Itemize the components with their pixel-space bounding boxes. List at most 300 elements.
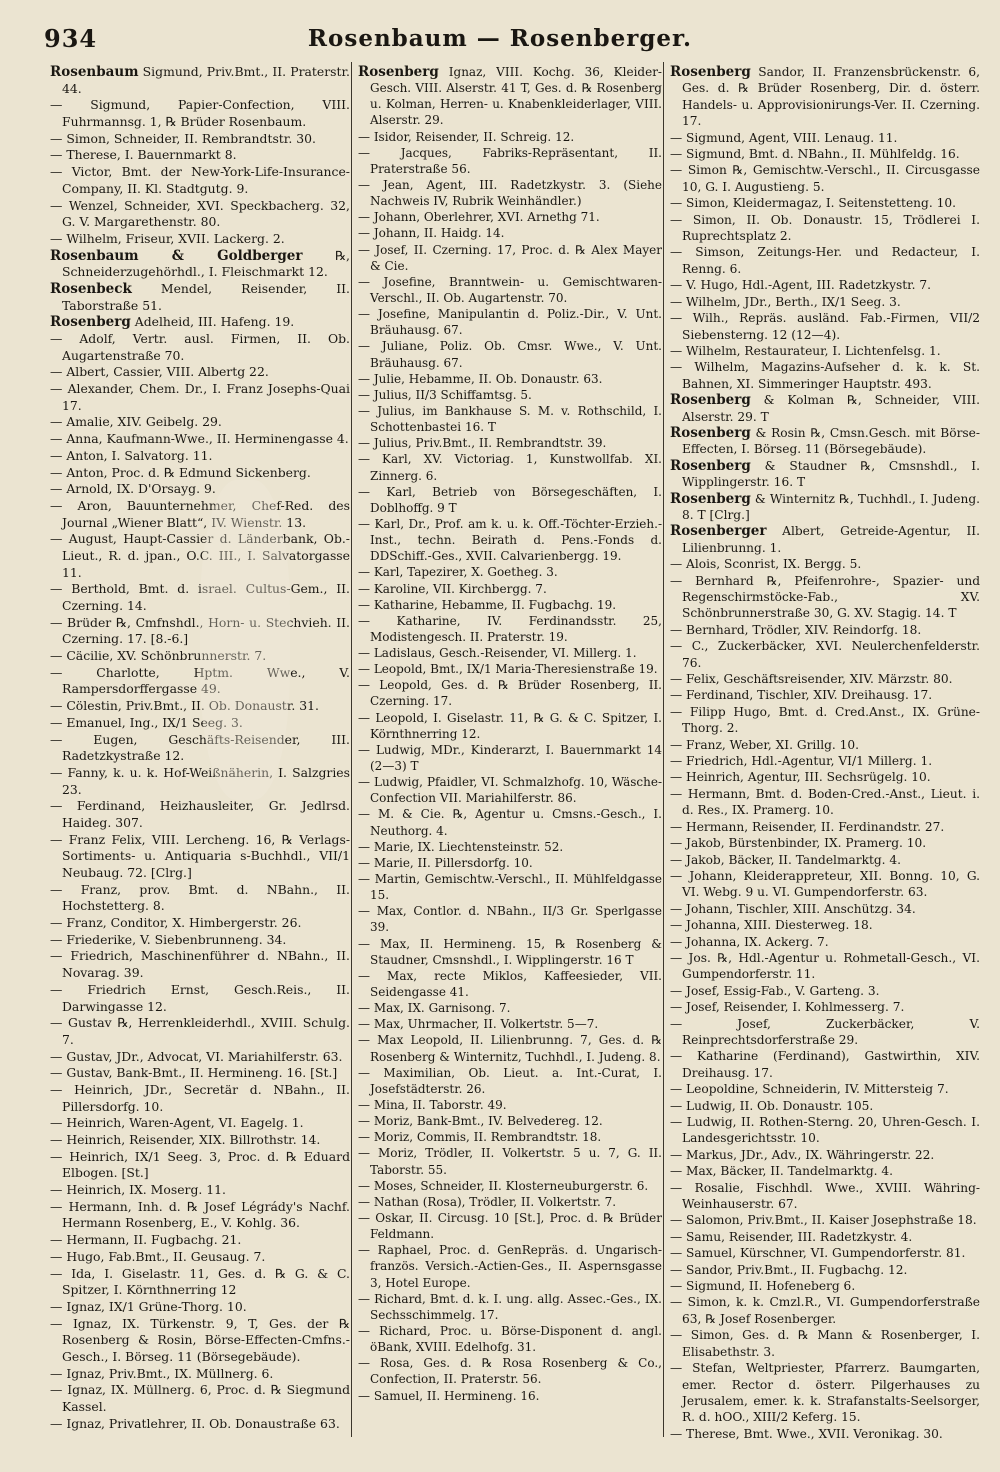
directory-entry: [50, 1366, 350, 1383]
entry-text: — Johann, Kleiderappreteur, XII. Bonng. 10, G. VI. Webg. 9 u. VI. Gumpendorferstr. 63.: [670, 868, 980, 900]
entry-text: — Heinrich, IX/1 Seeg. 3, Proc. d. ℞ Eduard Elbogen. [St.]: [50, 1148, 350, 1181]
directory-entry: [670, 638, 980, 671]
entry-text: — Jakob, Bäcker, II. Tandelmarktg. 4.: [670, 852, 902, 867]
directory-entry: [358, 806, 662, 838]
entry-text: — Hermann, Inh. d. ℞ Josef Légrády's Nachf. Hermann Rosenberg, E., V. Kohlg. 36.: [50, 1198, 350, 1231]
directory-entry: [670, 1147, 980, 1163]
directory-entry: [50, 982, 350, 1015]
entry-text: — Ludwig, MDr., Kinderarzt, I. Bauernmarkt 14 (2—3) T: [358, 742, 662, 774]
directory-entry: [670, 852, 980, 868]
entry-text: — Heinrich, IX. Moserg. 11.: [50, 1182, 226, 1198]
directory-entry: [358, 742, 662, 774]
entry-text: — Ignaz, IX/1 Grüne-Thorg. 10.: [50, 1298, 247, 1314]
directory-entry: [50, 932, 350, 949]
directory-entry: [670, 786, 980, 819]
entry-text: — Cäcilie, XV. Schönbrunnerstr. 7.: [50, 648, 267, 664]
directory-entry: [358, 274, 662, 306]
directory-entry: [670, 934, 980, 950]
entry-text: — Friedrich, Hdl.-Agentur, VI/1 Millerg. 1.: [670, 754, 933, 769]
column-divider: [351, 62, 352, 1437]
page-header: [0, 0, 1000, 62]
directory-entry: [670, 343, 980, 359]
entry-text: — Cölestin, Priv.Bmt., II. Ob. Donaustr. 31.: [50, 698, 319, 714]
directory-entry: [50, 481, 350, 498]
directory-entry: [670, 64, 980, 130]
directory-entry: [670, 950, 980, 983]
entry-text: — Brüder ℞, Cmfnshdl., Horn- u. Stechvieh. II. Czerning. 17. [8.-6.]: [50, 614, 350, 647]
directory-entry: [670, 359, 980, 392]
entry-text: — Friedrich Ernst, Gesch.Reis., II. Darwingasse 12.: [50, 981, 350, 1014]
directory-entry: [358, 371, 662, 387]
entry-text: & Winternitz ℞, Tuchhdl., I. Judeng. 8. T [Clrg.]: [682, 491, 980, 522]
directory-entry: [358, 1032, 662, 1064]
entry-text: — Samu, Reisender, III. Radetzkystr. 4.: [670, 1229, 913, 1244]
directory-entry: [670, 491, 980, 524]
directory-entry: [670, 458, 980, 491]
running-head: Rosenbaum — Rosenberger.: [307, 25, 693, 52]
entry-text: — Karl, Betrieb von Börsegeschäften, I. Doblhoffg. 9 T: [358, 484, 662, 515]
directory-entry: [50, 164, 350, 197]
directory-entry: [50, 1266, 350, 1299]
column-1: [50, 64, 350, 1432]
directory-entry: [670, 1180, 980, 1213]
directory-entry: [358, 597, 662, 613]
directory-entry: [50, 615, 350, 648]
directory-entry: [670, 1245, 980, 1261]
entry-text: — Karl, Dr., Prof. am k. u. k. Off.-Töchter-Erzieh.-Inst., techn. Beirath d. Pens.-Fonds d. DDSchiff.-Ges., XVII. Calvarienbergg. 19.: [358, 516, 662, 564]
entry-text: — Filipp Hugo, Bmt. d. Cred.Anst., IX. Grüne-Thorg. 2.: [670, 704, 980, 736]
entry-text: — Katharine, IV. Ferdinandsstr. 25, Modistengesch. II. Praterstr. 19.: [358, 613, 662, 644]
entry-text: — Emanuel, Ing., IX/1 Seeg. 3.: [50, 714, 243, 730]
directory-entry: [358, 1355, 662, 1387]
directory-entry: [358, 1113, 662, 1129]
directory-entry: [358, 64, 662, 129]
entry-text: — Simon ℞, Gemischtw.-Verschl., II. Circusgasse 10, G. I. Augustieng. 5.: [670, 163, 980, 194]
directory-entry: [358, 1291, 662, 1323]
entry-text: — Julie, Hebamme, II. Ob. Donaustr. 63.: [358, 371, 603, 386]
entry-text: — Markus, JDr., Adv., IX. Währingerstr. 22.: [670, 1147, 935, 1162]
entry-text: — Johann, Tischler, XIII. Anschützg. 34.: [670, 901, 916, 916]
directory-entry: [50, 715, 350, 732]
directory-entry: [670, 622, 980, 638]
entry-text: — Simon, Ges. d. ℞ Mann & Rosenberger, I. Elisabethstr. 3.: [670, 1328, 980, 1359]
entry-text: — Ferdinand, Tischler, XIV. Dreihausg. 17.: [670, 688, 933, 703]
entry-text: — Gustav, JDr., Advocat, VI. Mariahilferstr. 63.: [50, 1048, 343, 1064]
entry-text: — Maximilian, Ob. Lieut. a. Int.-Curat, I. Josefstädterstr. 26.: [358, 1065, 662, 1096]
entry-text: — Sandor, Priv.Bmt., II. Fugbachg. 12.: [670, 1262, 908, 1277]
entry-text: — Gustav, Bank-Bmt., II. Hermineng. 16. [St.]: [50, 1065, 338, 1081]
entry-text: — August, Haupt-Cassier d. Länderbank, Ob.-Lieut., R. d. jpan., O.C. III., I. Salvatorgasse 11.: [50, 531, 350, 580]
directory-entry: [670, 1262, 980, 1278]
directory-entry: [50, 448, 350, 465]
entry-text: — Marie, IX. Liechtensteinstr. 52.: [358, 839, 564, 854]
entry-text: — Heinrich, Reisender, XIX. Billrothstr. 14.: [50, 1132, 321, 1147]
entry-text: — Wilhelm, Restaurateur, I. Lichtenfelsg. 1.: [670, 343, 941, 358]
entry-text: — Bernhard ℞, Pfeifenrohre-, Spazier- und Regenschirmstöcke-Fab., XV. Schönbrunnerstraße 30, G. XV. Stagig. 14. T: [670, 573, 980, 621]
entry-text: — Ignaz, IX. Müllnerg. 6, Proc. d. ℞ Siegmund Kassel.: [50, 1382, 350, 1414]
directory-entry: [358, 1097, 662, 1113]
entry-text: — M. & Cie. ℞, Agentur u. Cmsns.-Gesch., I. Neuthorg. 4.: [358, 807, 662, 838]
column-2: [358, 64, 662, 1404]
directory-entry: [50, 765, 350, 798]
entry-text: — Franz Felix, VIII. Lercheng. 16, ℞ Verlags-Sortiments- u. Antiquaria s-Buchhdl., VII/1 Neubaug. 72. [Clrg.]: [50, 831, 350, 880]
directory-entry: [50, 1015, 350, 1048]
entry-text: — Adolf, Vertr. ausl. Firmen, II. Ob. Augartenstraße 70.: [50, 331, 350, 363]
entry-text: — Mina, II. Taborstr. 49.: [358, 1098, 507, 1112]
directory-entry: [50, 915, 350, 932]
entry-text: — Wilhelm, Magazins-Aufseher d. k. k. St. Bahnen, XI. Simmeringer Hauptstr. 493.: [670, 360, 980, 391]
entry-surname: Rosenberg: [670, 424, 751, 441]
entry-text: — Max, Uhrmacher, II. Volkertstr. 5—7.: [358, 1017, 599, 1032]
entry-text: — Ignaz, Priv.Bmt., IX. Müllnerg. 6.: [50, 1365, 274, 1381]
directory-entry: [50, 281, 350, 314]
directory-entry: [358, 661, 662, 677]
directory-entry: [670, 556, 980, 572]
directory-entry: [670, 671, 980, 687]
entry-text: — Friedrich, Maschinenführer d. NBahn., II. Novarag. 39.: [50, 948, 350, 981]
entry-text: — Berthold, Bmt. d. israel. Cultus-Gem., II. Czerning. 14.: [50, 581, 350, 613]
directory-entry: [358, 903, 662, 935]
entry-text: — Hermann, Reisender, II. Ferdinandstr. 27.: [670, 819, 945, 834]
directory-entry: [50, 1049, 350, 1066]
directory-entry: [358, 1065, 662, 1097]
directory-entry: [50, 248, 350, 281]
entry-text: — Leopoldine, Schneiderin, IV. Mittersteig 7.: [670, 1082, 949, 1097]
entry-text: — Leopold, I. Giselastr. 11, ℞ G. & C. Spitzer, I. Körnthnerring 12.: [358, 710, 662, 741]
entry-text: — Moriz, Bank-Bmt., IV. Belvedereg. 12.: [358, 1114, 603, 1129]
directory-entry: [670, 835, 980, 851]
directory-entry: [358, 1242, 662, 1290]
entry-text: — Moses, Schneider, II. Klosterneuburgerstr. 6.: [358, 1178, 649, 1193]
directory-entry: [358, 242, 662, 274]
directory-entry: [358, 516, 662, 564]
directory-entry: [358, 209, 662, 225]
directory-entry: [670, 294, 980, 310]
directory-entry: [50, 1065, 350, 1082]
entry-text: — Isidor, Reisender, II. Schreig. 12.: [358, 129, 575, 144]
directory-entry: [358, 839, 662, 855]
directory-entry: [670, 130, 980, 146]
directory-entry: [50, 64, 350, 97]
directory-entry: [670, 819, 980, 835]
entry-text: — Wilhelm, Friseur, XVII. Lackerg. 2.: [50, 230, 285, 246]
entry-text: — Jos. ℞, Hdl.-Agentur u. Rohmetall-Gesch., VI. Gumpendorferstr. 11.: [670, 950, 980, 982]
entry-surname: Rosenberg: [358, 64, 439, 80]
entry-text: — Karl, XV. Victoriag. 1, Kunstwollfab. XI. Zinnerg. 6.: [358, 452, 662, 483]
directory-entry: [358, 1323, 662, 1355]
entry-text: — Karoline, VII. Kirchbergg. 7.: [358, 581, 547, 596]
directory-entry: [670, 1163, 980, 1179]
directory-entry: [358, 177, 662, 209]
directory-entry: [670, 737, 980, 753]
page-number: 934: [44, 24, 98, 53]
directory-entry: [358, 855, 662, 871]
directory-entry: [670, 146, 980, 162]
entry-text: — Anton, Proc. d. ℞ Edmund Sickenberg.: [50, 464, 311, 480]
entry-text: — Therese, Bmt. Wwe., XVII. Veronikag. 30.: [670, 1426, 943, 1441]
directory-entry: [358, 403, 662, 435]
entry-text: & Staudner ℞, Cmsnshdl., I. Wipplingerstr. 16. T: [682, 458, 980, 490]
entry-surname: Rosenberg: [670, 392, 751, 409]
directory-entry: [50, 832, 350, 882]
directory-entry: [670, 1426, 980, 1442]
directory-entry: [670, 1016, 980, 1049]
directory-entry: [50, 665, 350, 698]
entry-text: — Jacques, Fabriks-Repräsentant, II. Praterstraße 56.: [358, 145, 662, 176]
entry-text: — Hermann, Bmt. d. Boden-Cred.-Anst., Lieut. i. d. Res., IX. Pramerg. 10.: [670, 786, 980, 818]
directory-entry: [358, 710, 662, 742]
entry-surname: Rosenbaum & Goldberger: [50, 247, 303, 264]
directory-entry: [670, 753, 980, 769]
entry-text: — Victor, Bmt. der New-York-Life-Insurance-Company, II. Kl. Stadtgutg. 9.: [50, 164, 350, 196]
entry-text: — Martin, Gemischtw.-Verschl., II. Mühlfeldgasse 15.: [358, 872, 662, 903]
directory-entry: [670, 917, 980, 933]
directory-entry: [50, 1182, 350, 1199]
directory-entry: [670, 1098, 980, 1114]
directory-entry: [50, 147, 350, 164]
directory-entry: [358, 581, 662, 597]
column-divider: [663, 62, 664, 1437]
entry-surname: Rosenberg: [50, 314, 131, 331]
directory-entry: [358, 451, 662, 483]
entry-text: — Jakob, Bürstenbinder, IX. Pramerg. 10.: [670, 836, 927, 851]
entry-text: — C., Zuckerbäcker, XVI. Neulerchenfelderstr. 76.: [670, 639, 980, 670]
entry-text: — Ludwig, II. Ob. Donaustr. 105.: [670, 1098, 874, 1113]
entry-text: — Julius, II/3 Schiffamtsg. 5.: [358, 387, 532, 402]
directory-entry: [358, 129, 662, 145]
entry-text: Albert, Getreide-Agentur, II. Lilienbrunng. 1.: [682, 524, 980, 555]
directory-entry: [358, 484, 662, 516]
directory-entry: [50, 1132, 350, 1149]
directory-entry: [670, 1048, 980, 1081]
entry-text: — Julius, Priv.Bmt., II. Rembrandtstr. 39.: [358, 436, 607, 451]
directory-entry: [50, 1382, 350, 1415]
entry-text: — Rosa, Ges. d. ℞ Rosa Rosenberg & Co., Confection, II. Praterstr. 56.: [358, 1356, 662, 1387]
directory-entry: [670, 573, 980, 622]
entry-text: & Kolman ℞, Schneider, VIII. Alserstr. 29. T: [682, 393, 980, 424]
directory-entry: [50, 331, 350, 364]
directory-entry: [358, 387, 662, 403]
directory-entry: [670, 1212, 980, 1228]
entry-text: — Alois, Sconrist, IX. Bergg. 5.: [670, 557, 862, 572]
entry-text: — Sigmund, Papier-Confection, VIII. Fuhrmannsg. 1, ℞ Brüder Rosenbaum.: [50, 97, 350, 130]
entry-text: — Leopold, Bmt., IX/1 Maria-Theresienstraße 19.: [358, 662, 658, 677]
entry-text: — Max, Bäcker, II. Tandelmarktg. 4.: [670, 1164, 894, 1179]
entry-text: — Heinrich, Waren-Agent, VI. Eagelg. 1.: [50, 1115, 304, 1131]
directory-entry: [358, 338, 662, 370]
directory-entry: [358, 306, 662, 338]
directory-entry: [670, 901, 980, 917]
entry-text: — Juliane, Poliz. Ob. Cmsr. Wwe., V. Unt. Bräuhausg. 67.: [358, 339, 662, 370]
entry-text: — Albert, Cassier, VIII. Albertg 22.: [50, 364, 269, 380]
directory-entry: [670, 1327, 980, 1360]
entry-text: & Rosin ℞, Cmsn.Gesch. mit Börse-Effecten, I. Börseg. 11 (Börsegebäude).: [682, 425, 980, 457]
directory-entry: [50, 948, 350, 981]
entry-text: — Arnold, IX. D'Orsayg. 9.: [50, 481, 216, 497]
directory-entry: [358, 1129, 662, 1145]
directory-entry: [670, 769, 980, 785]
directory-entry: [50, 198, 350, 231]
directory-entry: [670, 704, 980, 737]
directory-entry: [670, 212, 980, 245]
entry-text: — Julius, im Bankhause S. M. v. Rothschild, I. Schottenbastei 16. T: [358, 403, 662, 435]
directory-entry: [670, 523, 980, 556]
entry-text: — Richard, Bmt. d. k. I. ung. allg. Assec.-Ges., IX. Sechsschimmelg. 17.: [358, 1291, 662, 1322]
directory-entry: [670, 277, 980, 293]
directory-entry: [358, 225, 662, 241]
entry-text: — Salomon, Priv.Bmt., II. Kaiser Josephstraße 18.: [670, 1213, 977, 1228]
entry-text: — Anna, Kaufmann-Wwe., II. Herminengasse 4.: [50, 431, 349, 447]
directory-entry: [670, 162, 980, 195]
directory-entry: [358, 871, 662, 903]
directory-entry: [50, 381, 350, 414]
directory-entry: [50, 131, 350, 148]
entry-text: — Max, II. Hermineng. 15, ℞ Rosenberg & Staudner, Cmsnshdl., I. Wipplingerstr. 16 T: [358, 936, 662, 967]
directory-entry: [50, 97, 350, 130]
directory-entry: [670, 1229, 980, 1245]
directory-entry: [50, 798, 350, 831]
directory-entry: [358, 774, 662, 806]
entry-surname: Rosenbeck: [50, 280, 132, 297]
directory-entry: [50, 648, 350, 665]
entry-text: — Friederike, V. Siebenbrunneng. 34.: [50, 931, 287, 947]
directory-entry: [670, 868, 980, 901]
entry-text: — Josef, Zuckerbäcker, V. Reinprechtsdorferstraße 29.: [670, 1016, 980, 1047]
entry-text: Mendel, Reisender, II. Taborstraße 51.: [62, 280, 350, 313]
directory-entry: [50, 364, 350, 381]
entry-text: — Franz, prov. Bmt. d. NBahn., II. Hochstetterg. 8.: [50, 881, 350, 914]
entry-surname: Rosenberg: [670, 490, 751, 507]
entry-text: — Sigmund, Bmt. d. NBahn., II. Mühlfeldg. 16.: [670, 147, 960, 162]
entry-text: — Samuel, Kürschner, VI. Gumpendorferstr. 81.: [670, 1246, 966, 1261]
directory-entry: [358, 645, 662, 661]
column-3: [670, 64, 980, 1442]
entry-text: — Anton, I. Salvatorg. 11.: [50, 447, 213, 463]
directory-entry: [50, 1316, 350, 1366]
entry-text: — Wilhelm, JDr., Berth., IX/1 Seeg. 3.: [670, 294, 901, 309]
entry-text: — Johanna, XIII. Diesterweg. 18.: [670, 918, 873, 933]
entry-text: ℞, Schneiderzugehörhdl., I. Fleischmarkt 12.: [62, 247, 350, 280]
directory-entry: [358, 1178, 662, 1194]
directory-entry: [50, 314, 350, 331]
entry-text: — Max, IX. Garnisong. 7.: [358, 1001, 511, 1016]
entry-text: — Raphael, Proc. d. GenRepräs. d. Ungarisch-französ. Versich.-Actien-Ges., II. Aspernsgasse 3, Hotel Europe.: [358, 1243, 662, 1290]
directory-entry: [50, 732, 350, 765]
entry-text: — Bernhard, Trödler, XIV. Reindorfg. 18.: [670, 622, 922, 637]
directory-entry: [50, 465, 350, 482]
entry-text: — Josefine, Branntwein- u. Gemischtwaren-Verschl., II. Ob. Augartenstr. 70.: [358, 274, 662, 305]
entry-text: — Gustav ℞, Herrenkleiderhdl., XVIII. Schulg. 7.: [50, 1015, 350, 1047]
entry-text: — Felix, Geschäftsreisender, XIV. Märzstr. 80.: [670, 672, 953, 687]
directory-entry: [358, 145, 662, 177]
entry-surname: Rosenberg: [670, 457, 751, 474]
directory-entry: [670, 1278, 980, 1294]
entry-text: — Ignaz, Privatlehrer, II. Ob. Donaustraße 63.: [50, 1415, 340, 1431]
entry-text: — Josef, II. Czerning. 17, Proc. d. ℞ Alex Mayer & Cie.: [358, 242, 662, 273]
entry-text: — Johann, II. Haidg. 14.: [358, 226, 505, 241]
directory-entry: [358, 677, 662, 709]
entry-text: — Amalie, XIV. Geibelg. 29.: [50, 414, 222, 430]
directory-entry: [358, 435, 662, 451]
directory-entry: [50, 698, 350, 715]
directory-entry: [50, 231, 350, 248]
directory-entry: [670, 392, 980, 425]
entry-text: — Sigmund, Agent, VIII. Lenaug. 11.: [670, 130, 898, 145]
directory-entry: [50, 1149, 350, 1182]
directory-entry: [358, 1210, 662, 1242]
directory-entry: [50, 431, 350, 448]
directory-entry: [358, 613, 662, 645]
entry-text: — Franz, Conditor, X. Himbergerstr. 26.: [50, 915, 302, 931]
directory-entry: [670, 1114, 980, 1147]
entry-text: — Simon, II. Ob. Donaustr. 15, Trödlerei I. Ruprechtsplatz 2.: [670, 212, 980, 244]
entry-text: — Katharine (Ferdinand), Gastwirthin, XIV. Dreihausg. 17.: [670, 1049, 980, 1080]
entry-text: — Heinrich, Agentur, III. Sechsrügelg. 10.: [670, 770, 931, 785]
entry-text: — Wenzel, Schneider, XVI. Speckbacherg. 32, G. V. Margarethenstr. 80.: [50, 197, 350, 230]
entry-text: — Ferdinand, Heizhausleiter, Gr. Jedlrsd. Haideg. 307.: [50, 798, 350, 830]
directory-entry: [670, 1294, 980, 1327]
entry-text: — Simon, Schneider, II. Rembrandtstr. 30.: [50, 130, 316, 146]
entry-text: — Nathan (Rosa), Trödler, II. Volkertstr. 7.: [358, 1194, 617, 1209]
directory-entry: [670, 687, 980, 703]
entry-text: — Johanna, IX. Ackerg. 7.: [670, 934, 829, 949]
directory-entry: [670, 310, 980, 343]
directory-entry: [50, 1232, 350, 1249]
entry-text: — Max, recte Miklos, Kaffeesieder, VII. Seidengasse 41.: [358, 968, 662, 1000]
directory-entry: [670, 425, 980, 458]
entry-text: — Moriz, Commis, II. Rembrandtstr. 18.: [358, 1130, 602, 1145]
entry-text: — Alexander, Chem. Dr., I. Franz Josephs-Quai 17.: [50, 381, 350, 413]
directory-entry: [50, 1199, 350, 1232]
entry-text: Sigmund, Priv.Bmt., II. Praterstr. 44.: [62, 64, 350, 96]
entry-text: — Eugen, Geschäfts-Reisender, III. Radetzkystraße 12.: [50, 731, 350, 764]
directory-entry: [358, 564, 662, 580]
entry-text: — Ladislaus, Gesch.-Reisender, VI. Millerg. 1.: [358, 646, 637, 661]
entry-text: — Jean, Agent, III. Radetzkystr. 3. (Siehe Nachweis IV, Rubrik Weinhändler.): [358, 177, 662, 209]
directory-entry: [670, 983, 980, 999]
directory-entry: [670, 999, 980, 1015]
entry-text: — Ida, I. Giselastr. 11, Ges. d. ℞ G. & C. Spitzer, I. Körnthnerring 12: [50, 1265, 350, 1298]
directory-entry: [358, 1016, 662, 1032]
directory-entry: [670, 195, 980, 211]
entry-text: — Wilh., Repräs. ausländ. Fab.-Firmen, VII/2 Siebensterng. 12 (12—4).: [670, 311, 980, 342]
directory-entry: [50, 414, 350, 431]
entry-text: — Stefan, Weltpriester, Pfarrerz. Baumgarten, emer. Rector d. österr. Pilgerhauses zu Jerusalem, emer. k. k. Strafanstalts-Seelsorger, R. d. hOO., XIII/2 Keferg. 15.: [670, 1361, 980, 1425]
entry-text: — Hermann, II. Fugbachg. 21.: [50, 1232, 242, 1248]
entry-text: Sandor, II. Franzensbrückenstr. 6, Ges. d. ℞ Brüder Rosenberg, Dir. d. österr. Handels- u. Approvisionirungs-Ver. II. Czerning. 17.: [682, 65, 980, 129]
directory-entry: [50, 1115, 350, 1132]
directory-entry: [50, 581, 350, 614]
directory-entry: [358, 968, 662, 1000]
entry-text: Adelheid, III. Hafeng. 19.: [130, 314, 295, 330]
entry-text: — Josef, Reisender, I. Kohlmesserg. 7.: [670, 1000, 905, 1015]
entry-surname: Rosenberger: [670, 523, 767, 540]
entry-text: — Richard, Proc. u. Börse-Disponent d. angl. öBank, XVIII. Edelhofg. 31.: [358, 1323, 662, 1355]
entry-text: — Fanny, k. u. k. Hof-Weißnäherin, I. Salzgries 23.: [50, 764, 350, 797]
entry-text: — Marie, II. Pillersdorfg. 10.: [358, 855, 533, 870]
directory-entry: [358, 1000, 662, 1016]
entry-text: — Simon, Kleidermagaz, I. Seitenstetteng. 10.: [670, 196, 956, 211]
entry-text: — Samuel, II. Hermineng. 16.: [358, 1388, 540, 1403]
entry-text: — Max, Contlor. d. NBahn., II/3 Gr. Sperlgasse 39.: [358, 904, 662, 935]
entry-text: — Sigmund, II. Hofeneberg 6.: [670, 1279, 856, 1294]
entry-text: — Therese, I. Bauernmarkt 8.: [50, 147, 237, 163]
directory-entry: [358, 1194, 662, 1210]
directory-entry: [670, 1360, 980, 1426]
entry-text: — Karl, Tapezirer, X. Goetheg. 3.: [358, 565, 558, 580]
directory-entry: [358, 936, 662, 968]
entry-text: — Simon, k. k. Cmzl.R., VI. Gumpendorferstraße 63, ℞ Josef Rosenberger.: [670, 1295, 980, 1326]
